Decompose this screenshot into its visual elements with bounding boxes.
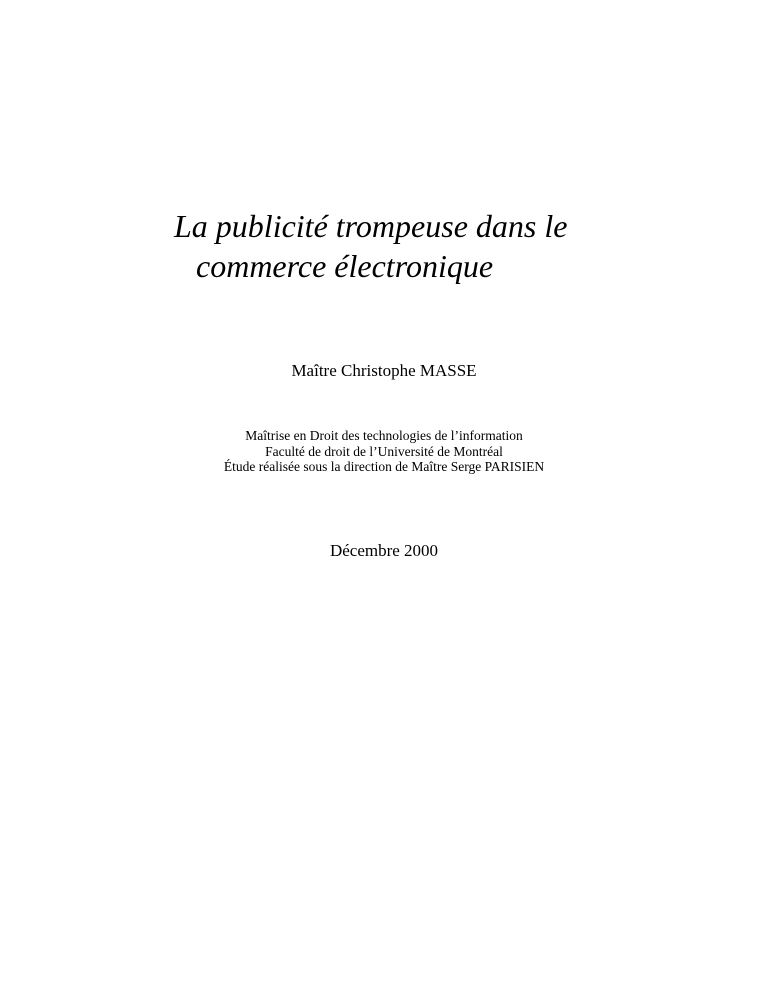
title-line-1: La publicité trompeuse dans le: [174, 208, 568, 244]
document-date: Décembre 2000: [329, 541, 439, 560]
supervisor-line: Étude réalisée sous la direction de Maître Serge PARISIEN: [223, 459, 545, 474]
document-title: [174, 206, 694, 286]
faculty-line: Faculté de droit de l’Université de Montréal: [265, 443, 503, 459]
degree-line: Maîtrise en Droit des technologies de l’information: [245, 428, 523, 443]
author-name: Maître Christophe MASSE: [291, 361, 477, 380]
title-line-2: commerce électronique: [196, 248, 494, 284]
affiliation-block: [0, 428, 768, 475]
